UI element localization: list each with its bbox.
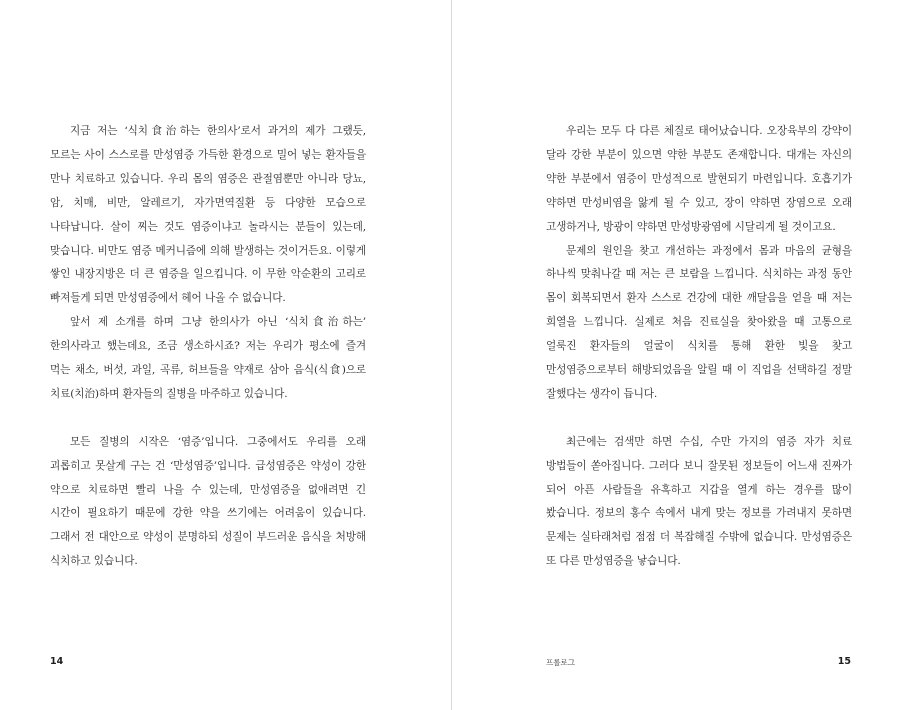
paragraph-break (546, 407, 852, 431)
page-number-right: 15 (837, 656, 851, 667)
right-page (452, 0, 913, 710)
body-paragraph: 우리는 모두 다 다른 체질로 태어났습니다. 오장육부의 강약이 달라 강한 부분이 있으면 약한 부분도 존재합니다. 대개는 자신의 약한 부분에서 염증이 만성적으로 발현되기 마련입니다. 호흡기가 약하면 만성비염을 앓게 될 수 있고, 장이 약하면 장염으로 오래 고생하거나, 방광이 약하면 만성방광염에 시달리게 될 것이고요. (546, 125, 852, 233)
right-page-body (546, 120, 852, 574)
body-paragraph: 지금 저는 ‘식치食治하는 한의사’로서 과거의 제가 그랬듯, 모르는 사이 스스로를 만성염증 가득한 환경으로 밀어 넣는 환자들을 만나 치료하고 있습니다. 우리 몸의 염증은 관절염뿐만 아니라 당뇨, 암, 치매, 비만, 알레르기, 자가면역질환 등 다양한 모습으로 나타납니다. 살이 찌는 것도 염증이냐고 놀라시는 분들이 있는데, 맞습니다. 비만도 염증 메커니즘에 의해 발생하는 것이거든요. 이렇게 쌓인 내장지방은 더 큰 염증을 일으킵니다. 이 무한 악순환의 고리로 빠져들게 되면 만성염증에서 헤어 나올 수 없습니다. (50, 125, 366, 305)
body-paragraph: 문제의 원인을 찾고 개선하는 과정에서 몸과 마음의 균형을 하나씩 맞춰나갈 때 저는 큰 보람을 느낍니다. 식치하는 과정 동안 몸이 회복되면서 환자 스스로 건강에 대한 깨달음을 얻을 때 저는 희열을 느낍니다. 실제로 처음 진료실을 찾아왔을 때 고통으로 얼룩진 환자들의 얼굴이 식치를 통해 환한 빛을 찾고 만성염증으로부터 해방되었음을 알릴 때 이 직업을 선택하길 정말 잘했다는 생각이 듭니다. (546, 244, 852, 400)
paragraph-break (50, 407, 366, 431)
running-head: 프롤로그 (546, 658, 575, 667)
body-paragraph: 모든 질병의 시작은 ‘염증’입니다. 그중에서도 우리를 오래 괴롭히고 못살게 구는 건 ‘만성염증’입니다. 급성염증은 약성이 강한 약으로 치료하면 빨리 나을 수 있는데, 만성염증을 없애려면 긴 시간이 필요하기 때문에 강한 약을 쓰기에는 어려움이 있습니다. 그래서 전 대안으로 약성이 분명하되 성질이 부드러운 음식을 처방해 식치하고 있습니다. (50, 435, 366, 568)
left-page-body (50, 120, 366, 574)
body-paragraph: 최근에는 검색만 하면 수십, 수만 가지의 염증 자가 치료 방법들이 쏟아집니다. 그러다 보니 잘못된 정보들이 어느새 진짜가 되어 아픈 사람들을 유혹하고 지갑을 열게 하는 경우를 많이 봤습니다. 정보의 홍수 속에서 내게 맞는 정보를 가려내지 못하면 문제는 실타래처럼 점점 더 복잡해질 수밖에 없습니다. 만성염증은 또 다른 만성염증을 낳습니다. (546, 435, 852, 568)
body-paragraph: 앞서 제 소개를 하며 그냥 한의사가 아닌 ‘식치食治하는’ 한의사라고 했는데요, 조금 생소하시죠? 저는 우리가 평소에 즐겨 먹는 채소, 버섯, 과일, 곡류, 허브들을 약재로 삼아 음식(식食)으로 치료(치治)하며 환자들의 질병을 마주하고 있습니다. (50, 316, 366, 400)
left-page (0, 0, 451, 710)
page-number-left: 14 (50, 656, 64, 667)
